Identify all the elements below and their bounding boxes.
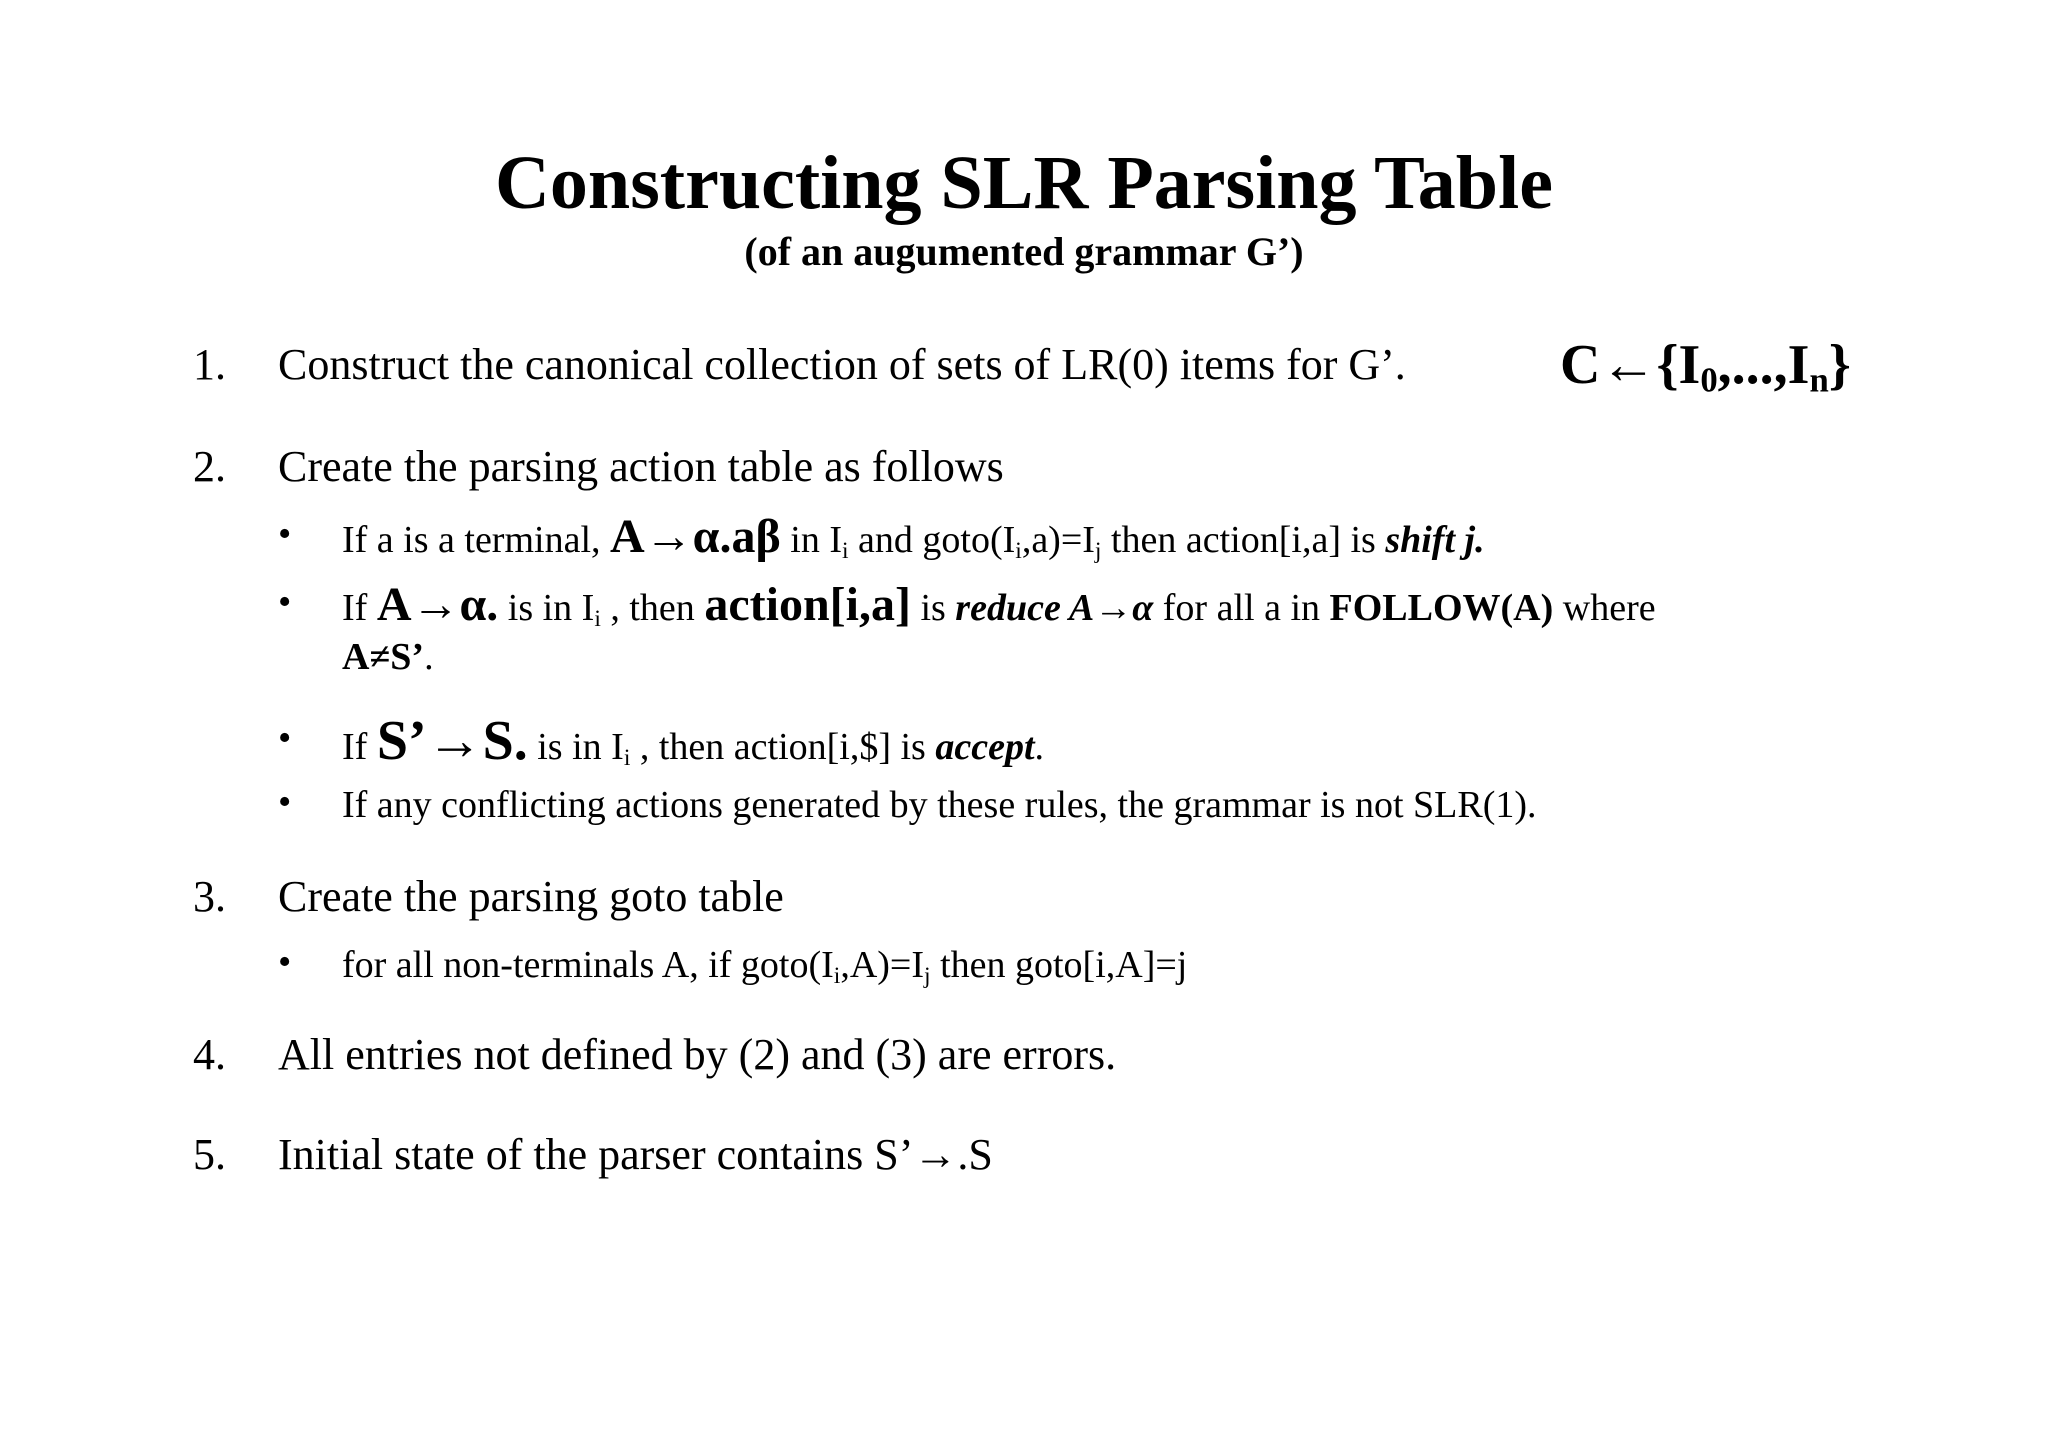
step-text: Initial state of the parser contains S’→.S	[278, 1130, 993, 1179]
set-close: }	[1828, 334, 1851, 396]
bullet-text-part: is in I	[498, 587, 595, 629]
bullet-icon: •	[278, 717, 292, 759]
page-title: Constructing SLR Parsing Table	[495, 141, 1553, 225]
bullet-text-part: and goto(I	[848, 519, 1016, 561]
bullet-text-part: for all non-terminals A, if goto(I	[342, 944, 834, 986]
subscript: j	[924, 962, 931, 989]
bullet-text-part: If a is a terminal,	[342, 519, 611, 561]
bullet-text-part: , then action[i,$] is	[630, 726, 936, 768]
subscript: i	[1015, 537, 1022, 564]
step-text: Create the parsing goto table	[278, 872, 784, 921]
bullet-text-part: If	[342, 587, 377, 629]
production-accept: S’→S.	[376, 710, 528, 772]
left-arrow-icon: ←	[1600, 334, 1657, 396]
bullet-text-part: in I	[780, 519, 842, 561]
subscript: i	[594, 605, 601, 632]
bullet-text-part: ,A)=I	[840, 944, 925, 986]
bullet-text-part: If	[342, 726, 377, 768]
subscript: i	[623, 744, 631, 771]
action-accept: accept	[935, 726, 1035, 768]
bullet-icon: •	[278, 781, 292, 823]
subscript: i	[841, 537, 849, 564]
bullet-text-part: ,a)=I	[1021, 519, 1095, 561]
bullet-icon: •	[278, 513, 292, 555]
bullet-icon: •	[278, 581, 292, 623]
page-subtitle: (of an augumented grammar G’)	[744, 229, 1304, 274]
item-set-notation	[1560, 330, 1851, 400]
action-shift: shift j.	[1385, 519, 1485, 561]
subscript: j	[1094, 537, 1102, 564]
bullet-text-part: then goto[i,A]=j	[930, 944, 1188, 986]
bullet-text	[342, 710, 1044, 772]
bullet-text-part: , then	[600, 587, 705, 629]
production-reduce: A→α.	[376, 578, 499, 631]
step-number: 4.	[193, 1030, 226, 1079]
bullet-text-line2	[342, 632, 434, 682]
bullet-text-part: .	[424, 636, 434, 678]
step-number: 5.	[193, 1130, 226, 1179]
bullet-text	[342, 512, 1485, 565]
step-text	[278, 338, 1406, 392]
set-sub-0: 0	[1700, 360, 1718, 400]
set-mid: ,...,I	[1717, 334, 1810, 396]
production-shift: A→α.aβ	[610, 510, 781, 563]
condition: A≠S’	[342, 636, 425, 678]
step-text-main: Construct the canonical collection of sets of LR(0) items for G’.	[278, 340, 1406, 389]
set-sub-n: n	[1809, 360, 1829, 400]
subscript: i	[833, 962, 841, 989]
bullet-text	[342, 940, 1187, 990]
follow-set: FOLLOW(A)	[1329, 587, 1554, 629]
bullet-icon: •	[278, 941, 292, 983]
step-number: 3.	[193, 872, 226, 921]
step-number: 2.	[193, 442, 226, 491]
bullet-text	[342, 580, 1656, 633]
set-c: C	[1560, 334, 1601, 396]
step-number: 1.	[193, 340, 226, 389]
bullet-text-part: where	[1553, 587, 1656, 629]
bullet-text-part: .	[1034, 726, 1044, 768]
bullet-text-part: then action[i,a] is	[1101, 519, 1386, 561]
step-text: All entries not defined by (2) and (3) are errors.	[278, 1030, 1117, 1079]
step-text: Create the parsing action table as follows	[278, 442, 1004, 491]
bullet-text-part: is	[910, 587, 956, 629]
bullet-text: If any conflicting actions generated by these rules, the grammar is not SLR(1).	[342, 784, 1537, 826]
set-open: {I	[1656, 334, 1701, 396]
action-entry: action[i,a]	[704, 578, 911, 631]
action-reduce: reduce A→α	[955, 587, 1154, 629]
bullet-text-part: is in I	[527, 726, 624, 768]
bullet-text-part: for all a in	[1153, 587, 1330, 629]
